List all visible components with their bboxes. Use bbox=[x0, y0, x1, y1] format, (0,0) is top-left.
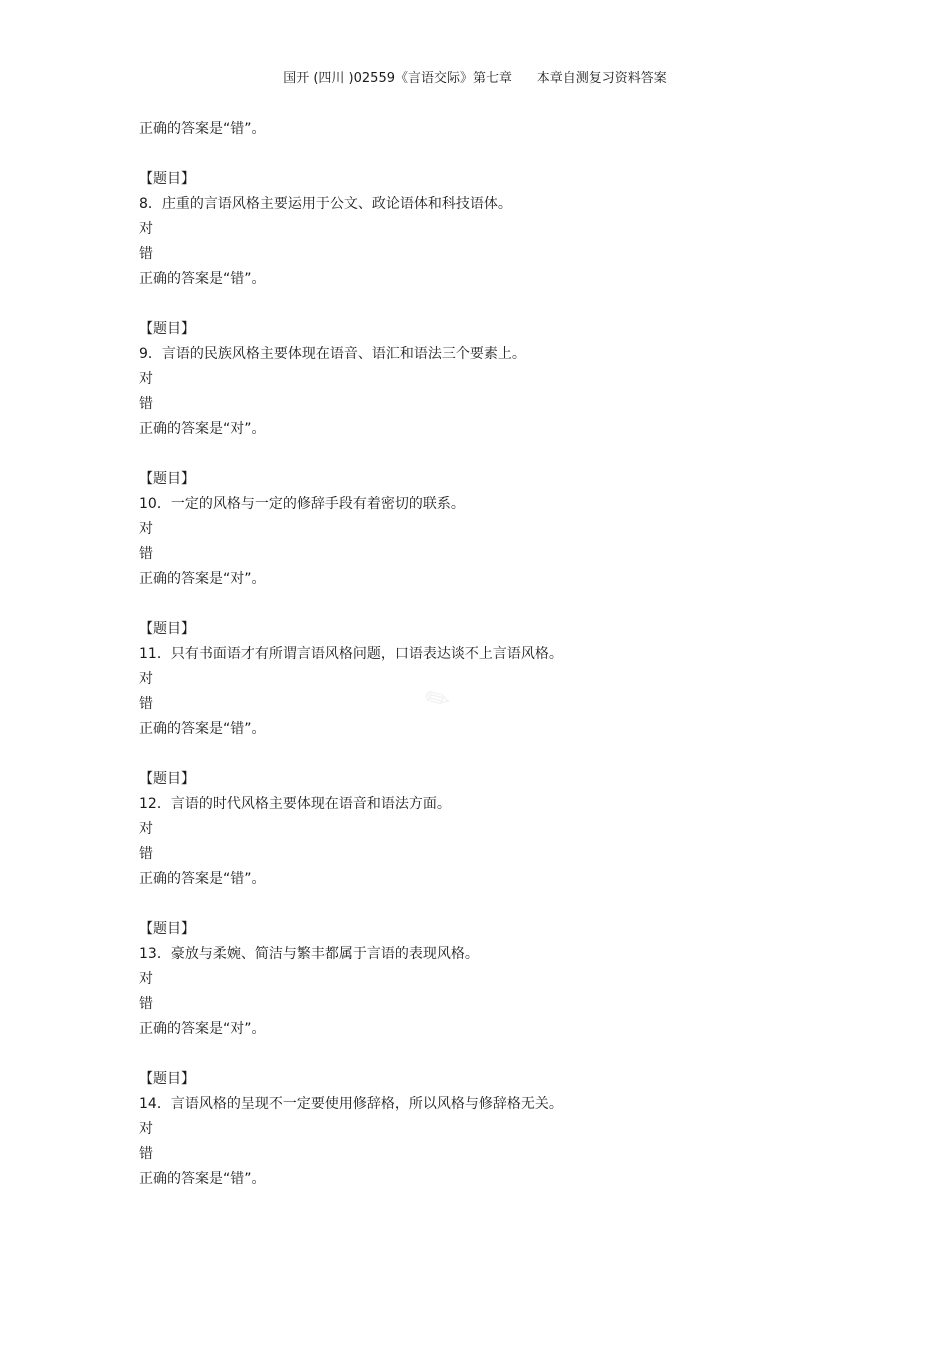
question-text: 8．庄重的言语风格主要运用于公文、政论语体和科技语体。 bbox=[139, 196, 512, 212]
question-tag: 【题目】 bbox=[139, 921, 195, 937]
option-false: 错 bbox=[139, 246, 153, 262]
question-block bbox=[139, 467, 859, 592]
question-tag: 【题目】 bbox=[139, 171, 195, 187]
page-header: 国开 (四川 )02559《言语交际》第七章 本章自测复习资料答案 bbox=[283, 71, 667, 86]
option-true: 对 bbox=[139, 221, 153, 237]
question-block bbox=[139, 767, 859, 892]
answer-text: 正确的答案是“对”。 bbox=[139, 571, 266, 587]
option-true: 对 bbox=[139, 1121, 153, 1137]
option-true: 对 bbox=[139, 371, 153, 387]
option-false: 错 bbox=[139, 846, 153, 862]
option-false: 错 bbox=[139, 396, 153, 412]
question-text: 12．言语的时代风格主要体现在语音和语法方面。 bbox=[139, 796, 451, 812]
question-tag: 【题目】 bbox=[139, 621, 195, 637]
question-block bbox=[139, 167, 859, 292]
question-tag: 【题目】 bbox=[139, 471, 195, 487]
option-false: 错 bbox=[139, 696, 153, 712]
answer-text: 正确的答案是“错”。 bbox=[139, 271, 266, 287]
question-block bbox=[139, 317, 859, 442]
answer-text: 正确的答案是“对”。 bbox=[139, 421, 266, 437]
answer-text: 正确的答案是“错”。 bbox=[139, 871, 266, 887]
option-false: 错 bbox=[139, 546, 153, 562]
question-block bbox=[139, 1067, 859, 1192]
question-text: 9．言语的民族风格主要体现在语音、语汇和语法三个要素上。 bbox=[139, 346, 526, 362]
question-block bbox=[139, 617, 859, 742]
question-tag: 【题目】 bbox=[139, 321, 195, 337]
question-tag: 【题目】 bbox=[139, 771, 195, 787]
answer-text: 正确的答案是“错”。 bbox=[139, 721, 266, 737]
option-true: 对 bbox=[139, 671, 153, 687]
watermark: ✎ bbox=[418, 678, 458, 722]
question-block bbox=[139, 917, 859, 1042]
option-false: 错 bbox=[139, 996, 153, 1012]
option-true: 对 bbox=[139, 971, 153, 987]
question-tag: 【题目】 bbox=[139, 1071, 195, 1087]
document-body bbox=[139, 117, 859, 1192]
question-text: 13．豪放与柔婉、简洁与繁丰都属于言语的表现风格。 bbox=[139, 946, 479, 962]
option-true: 对 bbox=[139, 821, 153, 837]
answer-text: 正确的答案是“错”。 bbox=[139, 121, 266, 137]
question-text: 10．一定的风格与一定的修辞手段有着密切的联系。 bbox=[139, 496, 465, 512]
question-text: 11．只有书面语才有所谓言语风格问题，口语表达谈不上言语风格。 bbox=[139, 646, 563, 662]
question-text: 14．言语风格的呈现不一定要使用修辞格，所以风格与修辞格无关。 bbox=[139, 1096, 563, 1112]
answer-text: 正确的答案是“错”。 bbox=[139, 1171, 266, 1187]
option-true: 对 bbox=[139, 521, 153, 537]
option-false: 错 bbox=[139, 1146, 153, 1162]
prior-answer-block bbox=[139, 117, 859, 142]
answer-text: 正确的答案是“对”。 bbox=[139, 1021, 266, 1037]
